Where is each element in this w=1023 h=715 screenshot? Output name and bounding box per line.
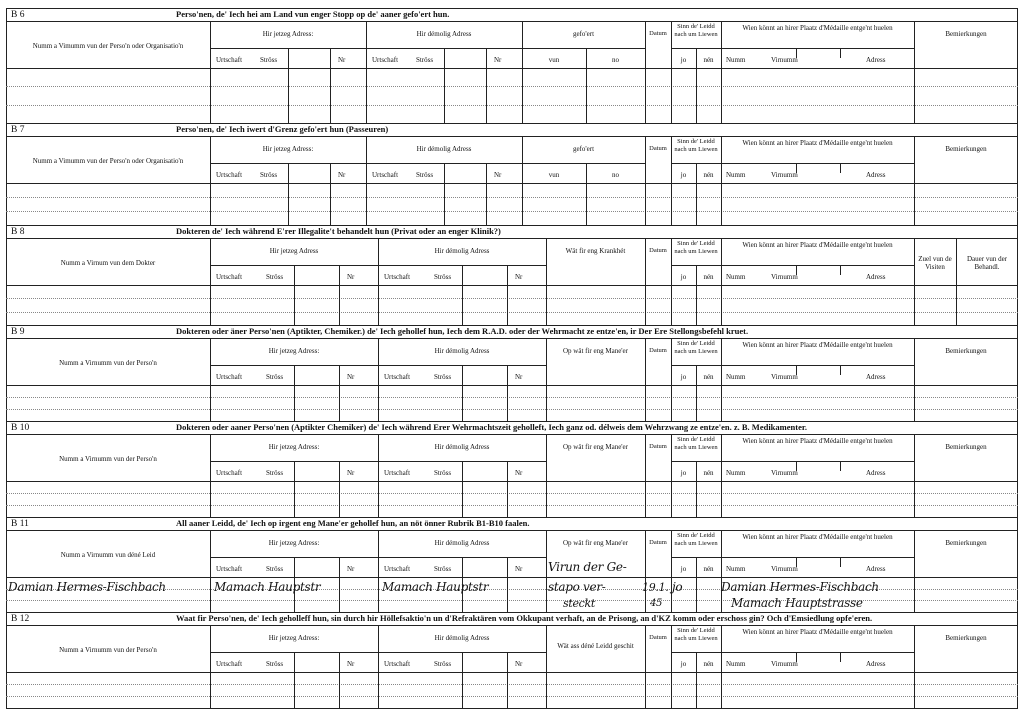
remarks-header: Bemierkungen <box>945 443 987 451</box>
former-address-header: Hir démolig Adress <box>434 539 490 547</box>
name-column-header: Numm a Virnumm vun déné Leid <box>60 551 156 559</box>
rule-line <box>6 708 1018 709</box>
stross-label: Ströss <box>416 56 434 64</box>
rule-line <box>914 238 915 325</box>
no-label: nén <box>703 660 714 668</box>
manner-header: Op wät fir eng Mane'er <box>562 539 628 547</box>
rule-line <box>522 48 645 49</box>
rule-line <box>721 365 914 366</box>
stross-label: Ströss <box>434 273 452 281</box>
stross-label: Ströss <box>434 565 452 573</box>
heir-address-label: Adress <box>866 660 886 668</box>
stross-label: Ströss <box>434 469 452 477</box>
rule-line <box>6 238 1018 239</box>
stross-label: Ströss <box>260 171 278 179</box>
urtschaft-label: Urtschaft <box>216 469 243 477</box>
rule-line <box>339 265 340 325</box>
rule-line <box>210 365 546 366</box>
former-address-header: Hir démolig Adress <box>434 443 490 451</box>
rule-line <box>6 225 1018 226</box>
urtschaft-label: Urtschaft <box>216 660 243 668</box>
rule-line <box>721 238 722 325</box>
heir-name-label: Numm <box>726 373 746 381</box>
yes-label: jo <box>680 56 687 64</box>
rule-line <box>6 8 7 124</box>
rule-line <box>1017 8 1018 124</box>
section-b9 <box>6 325 1018 421</box>
stross-label: Ströss <box>266 273 284 281</box>
rule-line <box>6 21 1018 22</box>
rule-line <box>462 461 463 517</box>
section-b6 <box>6 8 1018 123</box>
nr-label: Nr <box>338 56 346 64</box>
heir-address-label: Adress <box>866 565 886 573</box>
transport-header: gefo'ert <box>572 145 595 153</box>
heir-firstname-label: Virnumm <box>771 469 798 477</box>
to-label: no <box>612 171 619 179</box>
alive-header: Sinn de' Leidd nach um Liewen <box>674 532 718 547</box>
rule-line <box>486 163 487 225</box>
remarks-header: Bemierkungen <box>945 30 987 38</box>
section-code: B 12 <box>11 614 30 624</box>
transport-header: gefo'ert <box>572 30 595 38</box>
former-address-header: Hir démolig Adress <box>416 145 472 153</box>
rule-line <box>507 365 508 421</box>
yes-label: jo <box>680 660 687 668</box>
alive-header: Sinn de' Leidd nach um Liewen <box>674 240 718 255</box>
rule-line <box>462 265 463 325</box>
section-title: Waat fir Perso'nen, de' Iech geholleff hun, sin durch hir Höllefsaktio'n un d'Refraktären vom Okkupant verhaft, an de Prisong, an d'KZ komm oder erschoss gin? Och d'Emsiedlung opfe'eren. <box>176 613 873 623</box>
urtschaft-label: Urtschaft <box>384 469 411 477</box>
rule-line <box>721 338 722 421</box>
nr-label: Nr <box>338 171 346 179</box>
heir-firstname-label: Virnumm <box>771 273 798 281</box>
dotted-line <box>6 211 1018 212</box>
rule-line <box>6 385 1018 386</box>
yes-label: jo <box>680 565 687 573</box>
urtschaft-label: Urtschaft <box>216 171 243 179</box>
former-address-header: Hir démolig Adress <box>434 634 490 642</box>
heir-address-label: Adress <box>866 469 886 477</box>
section-code: B 8 <box>11 227 25 237</box>
no-label: nén <box>703 56 714 64</box>
date-header: Datum <box>649 247 667 254</box>
remarks-header: Bemierkungen <box>945 347 987 355</box>
rule-line <box>210 652 546 653</box>
no-label: nén <box>703 273 714 281</box>
section-code: B 11 <box>11 519 29 529</box>
from-label: vun <box>548 56 560 64</box>
name-column-header: Numm a Virnum vun dem Dokter <box>60 259 156 267</box>
alive-header: Sinn de' Leidd nach um Liewen <box>674 340 718 355</box>
rule-line <box>546 625 547 708</box>
section-b8 <box>6 225 1018 325</box>
rule-line <box>6 123 1018 124</box>
rule-line <box>840 461 841 471</box>
section-code: B 6 <box>11 10 25 20</box>
dotted-line <box>6 493 1018 494</box>
urtschaft-label: Urtschaft <box>384 565 411 573</box>
urtschaft-label: Urtschaft <box>216 565 243 573</box>
duration-header: Dauer vun der Behandl. <box>966 255 1008 271</box>
rule-line <box>840 265 841 275</box>
heir-address-label: Adress <box>866 273 886 281</box>
handwritten-manner-line1: Virun der Ge- <box>548 560 627 574</box>
handwritten-manner-line3: steckt <box>563 597 596 610</box>
rule-line <box>6 285 1018 286</box>
date-header: Datum <box>649 347 667 354</box>
urtschaft-label: Urtschaft <box>216 273 243 281</box>
handwritten-current-address: Mamach Hauptstr <box>214 580 321 594</box>
rule-line <box>522 163 645 164</box>
dotted-line <box>6 505 1018 506</box>
rule-line <box>507 265 508 325</box>
dotted-line <box>6 298 1018 299</box>
handwritten-heir-address: Mamach Hauptstrasse <box>731 596 863 610</box>
name-column-header: Numm a Vimumm vun der Perso'n oder Organisatio'n <box>32 42 184 50</box>
rule-line <box>486 48 487 123</box>
dotted-line <box>6 600 1018 601</box>
medal-header: Wien könnt an hirer Plaatz d'Médaille entge'nt huelen <box>742 139 893 147</box>
medal-header: Wien könnt an hirer Plaatz d'Médaille entge'nt huelen <box>742 24 893 32</box>
rule-line <box>339 652 340 708</box>
date-header: Datum <box>649 145 667 152</box>
rule-line <box>330 48 331 123</box>
date-header: Datum <box>649 634 667 641</box>
current-address-header: Hir jetzeg Adress: <box>268 634 320 642</box>
rule-line <box>1017 517 1018 613</box>
rule-line <box>721 163 914 164</box>
rule-line <box>294 461 295 517</box>
rule-line <box>462 652 463 708</box>
rule-line <box>462 365 463 421</box>
rule-line <box>6 612 7 709</box>
nr-label: Nr <box>494 171 502 179</box>
section-code: B 9 <box>11 327 25 337</box>
handwritten-alive-yes: jo <box>672 580 683 594</box>
manner-header: Wät fir eng Krankhét <box>565 247 626 255</box>
heir-firstname-label: Virnumm <box>771 56 798 64</box>
name-column-header: Numm a Virnumm vun der Perso'n <box>59 359 157 367</box>
nr-label: Nr <box>347 660 355 668</box>
dotted-line <box>6 409 1018 410</box>
nr-label: Nr <box>515 273 523 281</box>
rule-line <box>721 265 914 266</box>
date-header: Datum <box>649 443 667 450</box>
handwritten-manner-line2: stapo ver- <box>548 580 606 594</box>
heir-firstname-label: Virnumm <box>771 373 798 381</box>
rule-line <box>840 557 841 567</box>
rule-line <box>339 461 340 517</box>
rule-line <box>339 365 340 421</box>
rule-line <box>956 238 957 325</box>
nr-label: Nr <box>347 373 355 381</box>
urtschaft-label: Urtschaft <box>372 171 399 179</box>
section-title: Perso'nen, de' Iech iwert d'Grenz gefo'ert hun (Passeuren) <box>176 124 389 134</box>
nr-label: Nr <box>494 56 502 64</box>
rule-line <box>210 163 522 164</box>
rule-line <box>721 625 722 708</box>
handwritten-heir-name: Damian Hermes-Fischbach <box>721 580 879 594</box>
rule-line <box>6 434 1018 435</box>
former-address-header: Hir démolig Adress <box>434 247 490 255</box>
dotted-line <box>6 397 1018 398</box>
nr-label: Nr <box>347 273 355 281</box>
section-title: Dokteren oder aaner Perso'nen (Aptikter Chemiker) de' Iech während Erer Wehrmachtszeit geholleft, Iech ganz od. délweis dem Wehrzwang ze entze'en. z. B. Medikamenter. <box>176 422 807 432</box>
rule-line <box>721 136 722 225</box>
rule-line <box>6 421 7 518</box>
heir-firstname-label: Virnumm <box>771 660 798 668</box>
medal-header: Wien könnt an hirer Plaatz d'Médaille entge'nt huelen <box>742 628 893 636</box>
rule-line <box>1017 612 1018 709</box>
alive-header: Sinn de' Leidd nach um Liewen <box>674 627 718 642</box>
rule-line <box>210 461 546 462</box>
from-label: vun <box>548 171 560 179</box>
rule-line <box>840 365 841 375</box>
rule-line <box>444 48 445 123</box>
rule-line <box>6 325 7 422</box>
rule-line <box>6 8 1018 9</box>
rule-line <box>6 530 1018 531</box>
section-code: B 7 <box>11 125 25 135</box>
stross-label: Ströss <box>266 565 284 573</box>
current-address-header: Hir jetzeg Adress: <box>268 539 320 547</box>
section-title: Dokteren oder äner Perso'nen (Aptikter, Chemiker.) de' Iech gehollef hun, Iech dem R.A.D. oder der Wehrmacht ze entze'en, ir Der Ere Stellongsbefehl kruet. <box>176 326 749 336</box>
heir-name-label: Numm <box>726 565 746 573</box>
urtschaft-label: Urtschaft <box>384 373 411 381</box>
name-column-header: Numm a Virnumm vun der Perso'n <box>59 455 157 463</box>
nr-label: Nr <box>347 469 355 477</box>
stross-label: Ströss <box>266 469 284 477</box>
manner-header: Op wät fir eng Mane'er <box>562 347 628 355</box>
current-address-header: Hir jetzeg Adress: <box>262 145 314 153</box>
stross-label: Ströss <box>266 373 284 381</box>
remarks-header: Bemierkungen <box>945 539 987 547</box>
rule-line <box>330 163 331 225</box>
urtschaft-label: Urtschaft <box>216 373 243 381</box>
handwritten-date-line2: 45 <box>650 598 663 609</box>
handwritten-former-address: Mamach Hauptstr <box>382 580 489 594</box>
rule-line <box>294 265 295 325</box>
medal-header: Wien könnt an hirer Plaatz d'Médaille entge'nt huelen <box>742 241 893 249</box>
alive-header: Sinn de' Leidd nach um Liewen <box>674 138 718 153</box>
manner-header: Op wät fir eng Mane'er <box>562 443 628 451</box>
rule-line <box>507 461 508 517</box>
rule-line <box>721 461 914 462</box>
rule-line <box>721 434 722 517</box>
dotted-line <box>6 312 1018 313</box>
to-label: no <box>612 56 619 64</box>
stross-label: Ströss <box>266 660 284 668</box>
urtschaft-label: Urtschaft <box>384 273 411 281</box>
rule-line <box>6 183 1018 184</box>
section-b7 <box>6 123 1018 225</box>
alive-header: Sinn de' Leidd nach um Liewen <box>674 436 718 451</box>
heir-name-label: Numm <box>726 171 746 179</box>
section-title: Perso'nen, de' Iech hei am Land vun enger Stopp op de' aaner gefo'ert hun. <box>176 9 450 19</box>
rule-line <box>840 48 841 58</box>
dotted-line <box>6 684 1018 685</box>
current-address-header: Hir jetzeg Adress: <box>268 347 320 355</box>
rule-line <box>210 48 522 49</box>
yes-label: jo <box>680 273 687 281</box>
nr-label: Nr <box>515 660 523 668</box>
nr-label: Nr <box>515 373 523 381</box>
section-b12 <box>6 612 1018 708</box>
yes-label: jo <box>680 373 687 381</box>
heir-firstname-label: Virnumm <box>771 171 798 179</box>
section-code: B 10 <box>11 423 30 433</box>
dotted-line <box>6 105 1018 106</box>
alive-header: Sinn de' Leidd nach um Liewen <box>674 23 718 38</box>
urtschaft-label: Urtschaft <box>384 660 411 668</box>
rule-line <box>6 68 1018 69</box>
rule-line <box>721 557 914 558</box>
current-address-header: Hir jetzeg Adress: <box>262 30 314 38</box>
rule-line <box>721 48 914 49</box>
date-header: Datum <box>649 30 667 37</box>
nr-label: Nr <box>515 565 523 573</box>
heir-name-label: Numm <box>726 273 746 281</box>
rule-line <box>1017 225 1018 326</box>
remarks-header: Bemierkungen <box>945 634 987 642</box>
rule-line <box>721 21 722 123</box>
rule-line <box>6 338 1018 339</box>
section-title: Dokteren de' Iech während E'rer Illegalite't behandelt hun (Privat oder an enger Klinik?) <box>176 226 501 236</box>
rule-line <box>339 557 340 612</box>
section-title: All aaner Leidd, de' Iech op irgent eng Mane'er gehollef hun, an nöt önner Rubrik B1-B10 faalen. <box>176 518 530 528</box>
heir-firstname-label: Virnumm <box>771 565 798 573</box>
rule-line <box>294 365 295 421</box>
dotted-line <box>6 197 1018 198</box>
current-address-header: Hir jetzeg Adress: <box>268 443 320 451</box>
yes-label: jo <box>680 171 687 179</box>
nr-label: Nr <box>347 565 355 573</box>
no-label: nén <box>703 171 714 179</box>
rule-line <box>6 577 1018 578</box>
heir-name-label: Numm <box>726 469 746 477</box>
handwritten-name: Damian Hermes-Fischbach <box>8 580 166 594</box>
former-address-header: Hir démolig Adress <box>434 347 490 355</box>
rule-line <box>444 163 445 225</box>
rule-line <box>294 652 295 708</box>
dotted-line <box>6 86 1018 87</box>
heir-name-label: Numm <box>726 660 746 668</box>
rule-line <box>6 225 7 326</box>
what-happened-header: Wät ass déné Leidd geschit <box>557 642 634 650</box>
medal-header: Wien könnt an hirer Plaatz d'Médaille entge'nt huelen <box>742 341 893 349</box>
heir-address-label: Adress <box>866 373 886 381</box>
rule-line <box>507 557 508 612</box>
remarks-header: Bemierkungen <box>945 145 987 153</box>
stross-label: Ströss <box>260 56 278 64</box>
nr-label: Nr <box>515 469 523 477</box>
rule-line <box>721 652 914 653</box>
medal-header: Wien könnt an hirer Plaatz d'Médaille entge'nt huelen <box>742 437 893 445</box>
stross-label: Ströss <box>434 373 452 381</box>
rule-line <box>721 530 722 612</box>
rule-line <box>6 625 1018 626</box>
stross-label: Ströss <box>416 171 434 179</box>
no-label: nén <box>703 565 714 573</box>
name-column-header: Numm a Vimumm vun der Perso'n oder Organisatio'n <box>32 157 184 165</box>
former-address-header: Hir démolig Adress <box>416 30 472 38</box>
no-label: nén <box>703 469 714 477</box>
yes-label: jo <box>680 469 687 477</box>
date-header: Datum <box>649 539 667 546</box>
rule-line <box>6 136 1018 137</box>
rule-line <box>6 517 7 613</box>
urtschaft-label: Urtschaft <box>216 56 243 64</box>
name-column-header: Numm a Virnumm vun der Perso'n <box>59 646 157 654</box>
no-label: nén <box>703 373 714 381</box>
rule-line <box>840 652 841 662</box>
rule-line <box>1017 325 1018 422</box>
section-b10 <box>6 421 1018 517</box>
rule-line <box>6 481 1018 482</box>
heir-address-label: Adress <box>866 171 886 179</box>
section-b11 <box>6 517 1018 612</box>
rule-line <box>210 265 546 266</box>
rule-line <box>288 48 289 123</box>
rule-line <box>210 557 546 558</box>
stross-label: Ströss <box>434 660 452 668</box>
rule-line <box>288 163 289 225</box>
medal-header: Wien könnt an hirer Plaatz d'Médaille entge'nt huelen <box>742 533 893 541</box>
handwritten-date-line1: 19.1. <box>642 581 669 594</box>
rule-line <box>1017 421 1018 518</box>
rule-line <box>840 163 841 173</box>
dotted-line <box>6 696 1018 697</box>
rule-line <box>6 672 1018 673</box>
rule-line <box>507 652 508 708</box>
visits-header: Zuel vun de Visiten <box>918 255 952 271</box>
heir-name-label: Numm <box>726 56 746 64</box>
current-address-header: Hir jetzeg Adress <box>269 247 319 255</box>
urtschaft-label: Urtschaft <box>372 56 399 64</box>
heir-address-label: Adress <box>866 56 886 64</box>
